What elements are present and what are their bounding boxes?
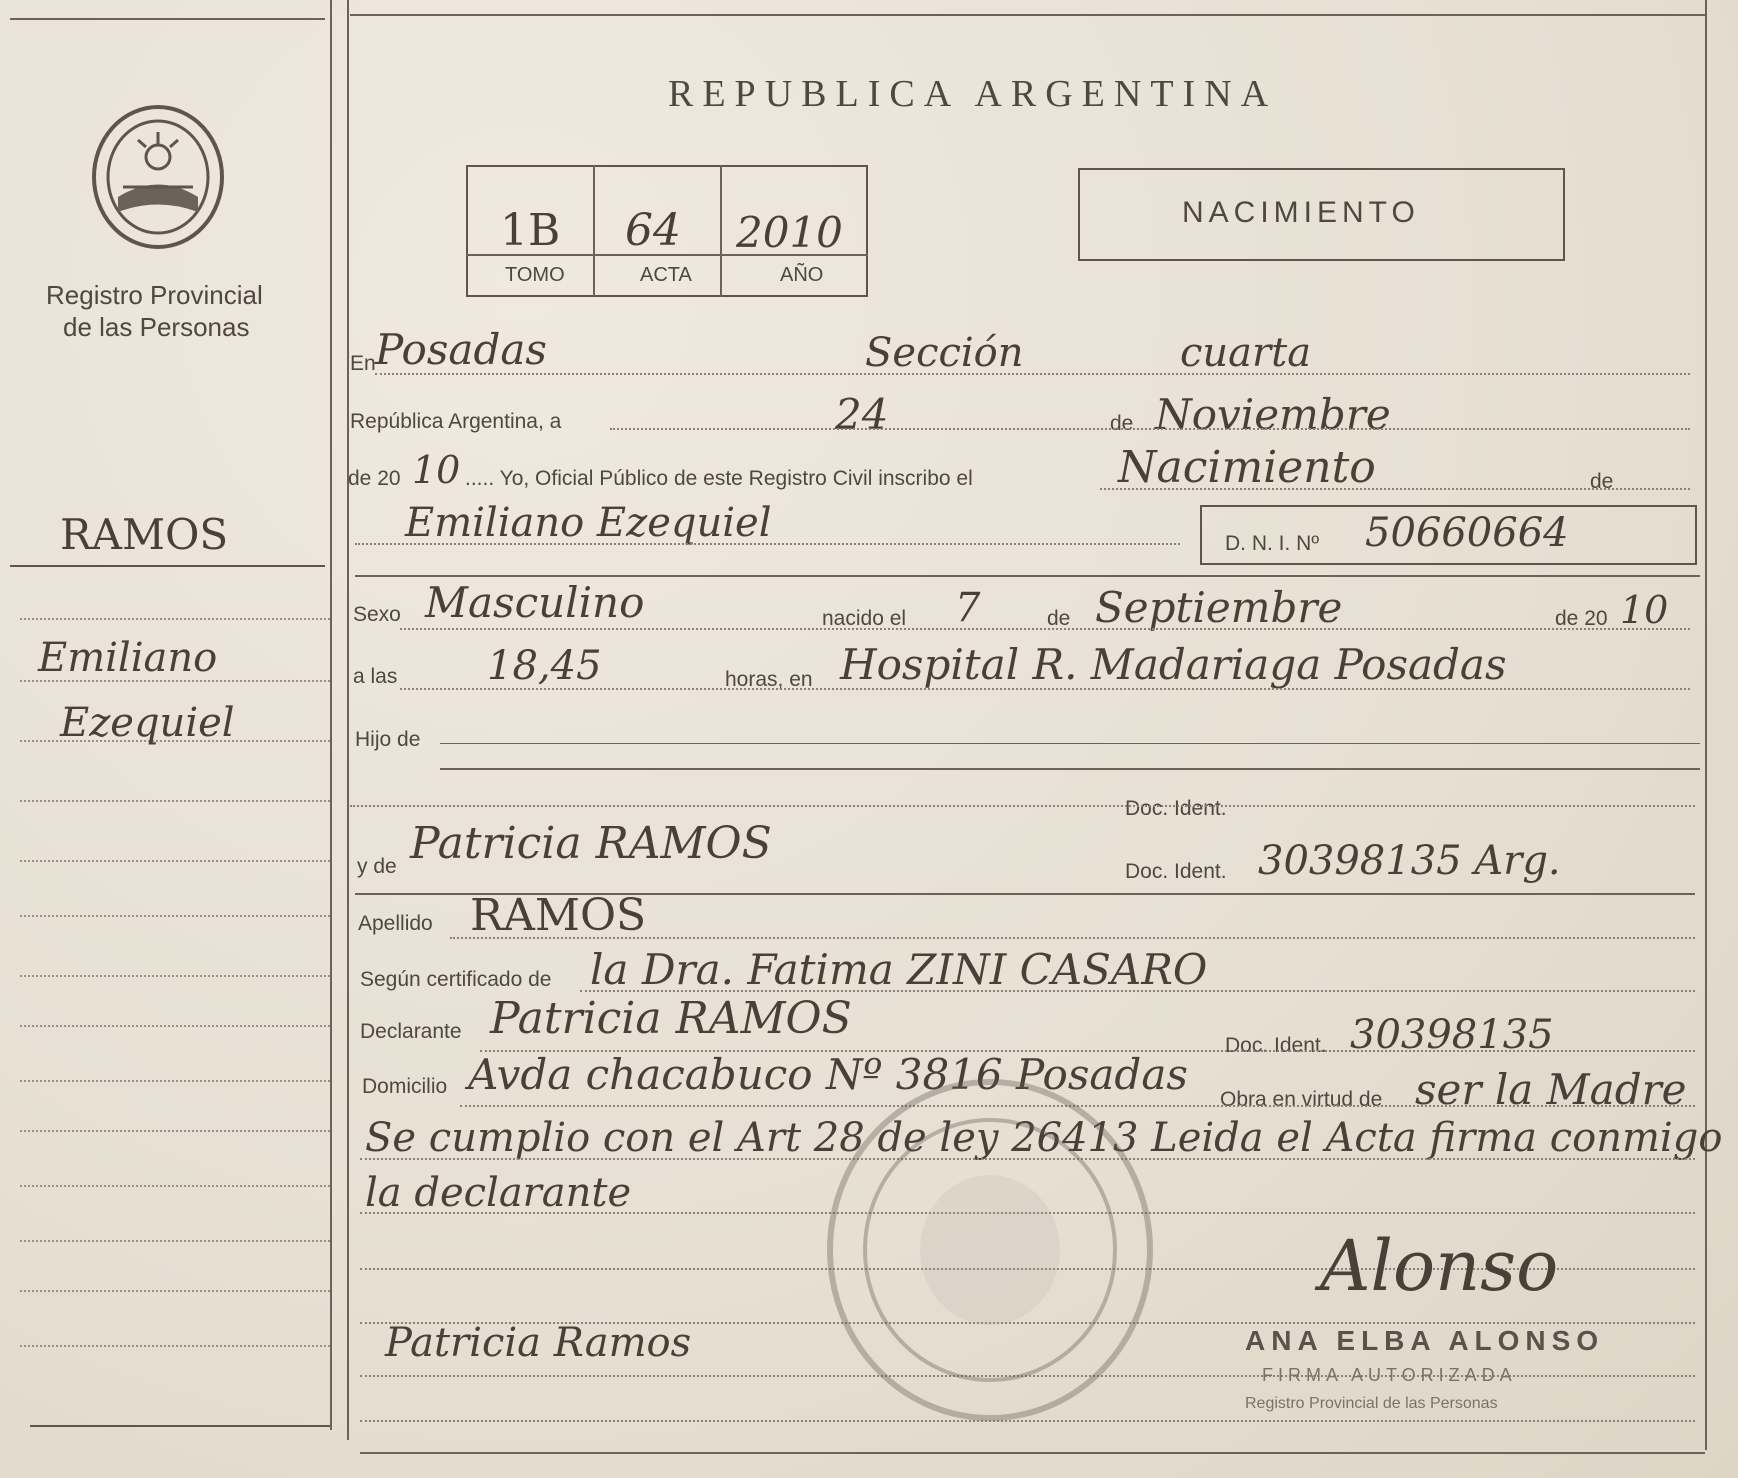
row-line [400, 688, 1690, 690]
horas-label: horas, en [725, 668, 813, 691]
birth-day: 7 [955, 585, 981, 631]
inscribe-type: Nacimiento [1118, 442, 1376, 493]
obra-label: Obra en virtud de [1220, 1088, 1383, 1111]
apellido-label: Apellido [358, 912, 433, 935]
domicilio: Avda chacabuco Nº 3816 Posadas [468, 1050, 1188, 1099]
country-title: REPUBLICA ARGENTINA [668, 73, 1278, 115]
stub-line [20, 860, 330, 862]
record-type: NACIMIENTO [1182, 196, 1420, 229]
stub-line [20, 1185, 330, 1187]
stub-given-name-2: Ezequiel [60, 700, 235, 746]
official-signature: Alonso [1320, 1225, 1559, 1307]
birth-place: Hospital R. Madariaga Posadas [840, 640, 1507, 689]
mother-doc: 30398135 Arg. [1258, 838, 1561, 884]
tomo-value: 1B [500, 205, 561, 256]
nacido-label: nacido el [822, 607, 907, 630]
bottom-border [360, 1452, 1705, 1454]
y-de-label: y de [357, 855, 397, 878]
row-line [1100, 488, 1690, 490]
a-las-label: a las [353, 665, 398, 688]
top-border-right [350, 14, 1705, 16]
seccion: Sección [865, 330, 1024, 376]
mother-doc-label: Doc. Ident. [1125, 860, 1227, 883]
stub-line [20, 1130, 330, 1132]
segun-label: Según certificado de [360, 968, 552, 991]
year-suffix: 10 [412, 448, 461, 492]
row-line [350, 805, 1695, 807]
obra: ser la Madre [1415, 1065, 1687, 1114]
de-label-2: de [1590, 470, 1614, 493]
stub-agency-line2: de las Personas [63, 312, 250, 342]
child-names: Emiliano Ezequiel [405, 500, 772, 546]
note-line-1: Se cumplio con el Art 28 de ley 26413 Leida el Acta firma conmigo [365, 1115, 1723, 1161]
month: Noviembre [1155, 390, 1391, 439]
row-line [610, 428, 1690, 430]
seccion-number: cuarta [1180, 330, 1312, 376]
note-line-2: la declarante [365, 1170, 632, 1216]
row-line [440, 768, 1700, 770]
hijo-label: Hijo de [355, 728, 421, 751]
oficial-text: ..... Yo, Oficial Público de este Registro Civil inscribo el [465, 467, 973, 490]
stub-line [20, 1080, 330, 1082]
registry-stamp-icon [820, 1075, 1160, 1425]
anio-label: AÑO [780, 264, 824, 286]
stub-signature: Patricia Ramos [385, 1320, 692, 1366]
stub-line [20, 915, 330, 917]
en-label: En [350, 352, 376, 375]
row-line [375, 373, 1690, 375]
anio-value: 2010 [736, 208, 843, 257]
row-line [440, 743, 1700, 744]
father-doc-label: Doc. Ident. [1125, 797, 1227, 820]
stub-line [20, 618, 330, 620]
official-title: FIRMA AUTORIZADA [1262, 1365, 1517, 1385]
de-20-label: de 20 [348, 467, 401, 490]
form-right-border [1705, 0, 1707, 1450]
declarante-doc: 30398135 [1350, 1012, 1554, 1058]
sexo-label: Sexo [353, 603, 401, 626]
apellido: RAMOS [470, 890, 647, 941]
tomo-label: TOMO [505, 264, 565, 286]
de-20-label-2: de 20 [1555, 607, 1608, 630]
declarante-doc-label: Doc. Ident. [1225, 1034, 1327, 1057]
declarante-label: Declarante [360, 1020, 462, 1043]
stub-line [20, 1025, 330, 1027]
dni-number: 50660664 [1365, 510, 1569, 556]
dni-label: D. N. I. Nº [1225, 532, 1320, 555]
de-label-1: de [1110, 412, 1134, 435]
stub-line [20, 1240, 330, 1242]
declarante: Patricia RAMOS [490, 993, 852, 1044]
row-line [355, 543, 1180, 545]
section-rule [355, 575, 1700, 577]
de-label-3: de [1047, 607, 1071, 630]
row-line [580, 990, 1695, 992]
stub-line [20, 800, 330, 802]
official-agency: Registro Provincial de las Personas [1245, 1395, 1498, 1412]
row-line [450, 937, 1695, 939]
table-divider [593, 165, 595, 297]
place: Posadas [375, 325, 547, 374]
stub-agency-line1: Registro Provincial [46, 280, 263, 310]
day: 24 [835, 390, 889, 439]
stub-given-name-1: Emiliano [38, 635, 218, 681]
table-divider [720, 165, 722, 297]
stub-divider [330, 0, 332, 1430]
official-name: ANA ELBA ALONSO [1245, 1325, 1605, 1356]
birth-month: Septiembre [1095, 583, 1343, 632]
provincial-seal-icon [88, 102, 228, 252]
republica-label: República Argentina, a [350, 410, 562, 433]
birth-hour: 18,45 [487, 643, 602, 689]
stub-line [20, 1290, 330, 1292]
certificado: la Dra. Fatima ZINI CASARO [590, 945, 1208, 994]
top-border-left [10, 18, 325, 20]
birth-year-suffix: 10 [1620, 588, 1669, 632]
stub-line [20, 1345, 330, 1347]
acta-value: 64 [625, 205, 681, 256]
form-left-border [347, 0, 349, 1440]
stub-line [20, 975, 330, 977]
acta-label: ACTA [640, 264, 692, 286]
stub-surname: RAMOS [60, 510, 229, 559]
sexo: Masculino [425, 578, 645, 627]
domicilio-label: Domicilio [362, 1075, 448, 1098]
stub-line [10, 565, 325, 567]
stub-line [30, 1425, 330, 1427]
row-line [400, 628, 1690, 630]
mother-name: Patricia RAMOS [410, 818, 772, 869]
